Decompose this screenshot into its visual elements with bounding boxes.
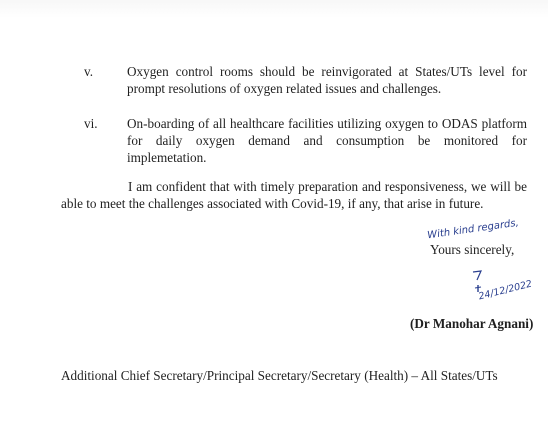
signatory-name: (Dr Manohar Agnani) <box>410 316 534 331</box>
list-number: vi. <box>84 116 98 131</box>
recipients-line: Additional Chief Secretary/Principal Secretary/Secretary (Health) – All States/UTs <box>61 368 498 383</box>
top-shadow <box>0 0 548 18</box>
list-text: On-boarding of all healthcare facilities utilizing oxygen to ODAS platform for daily oxygen demand and consumption be monitored for implemetation. <box>127 116 527 165</box>
list-number: v. <box>84 64 94 79</box>
closing-paragraph: I am confident that with timely preparation and responsiveness, we will be able to meet the challenges associated with Covid-19, if any, that arise in future. <box>61 179 527 211</box>
list-text: Oxygen control rooms should be reinvigorated at States/UTs level for prompt resolutions of oxygen related issues and challenges. <box>127 64 527 96</box>
valediction: Yours sincerely, <box>430 242 515 257</box>
handwritten-regards: With kind regards, <box>426 217 520 242</box>
signature-date: 24/12/2022 <box>477 278 534 303</box>
